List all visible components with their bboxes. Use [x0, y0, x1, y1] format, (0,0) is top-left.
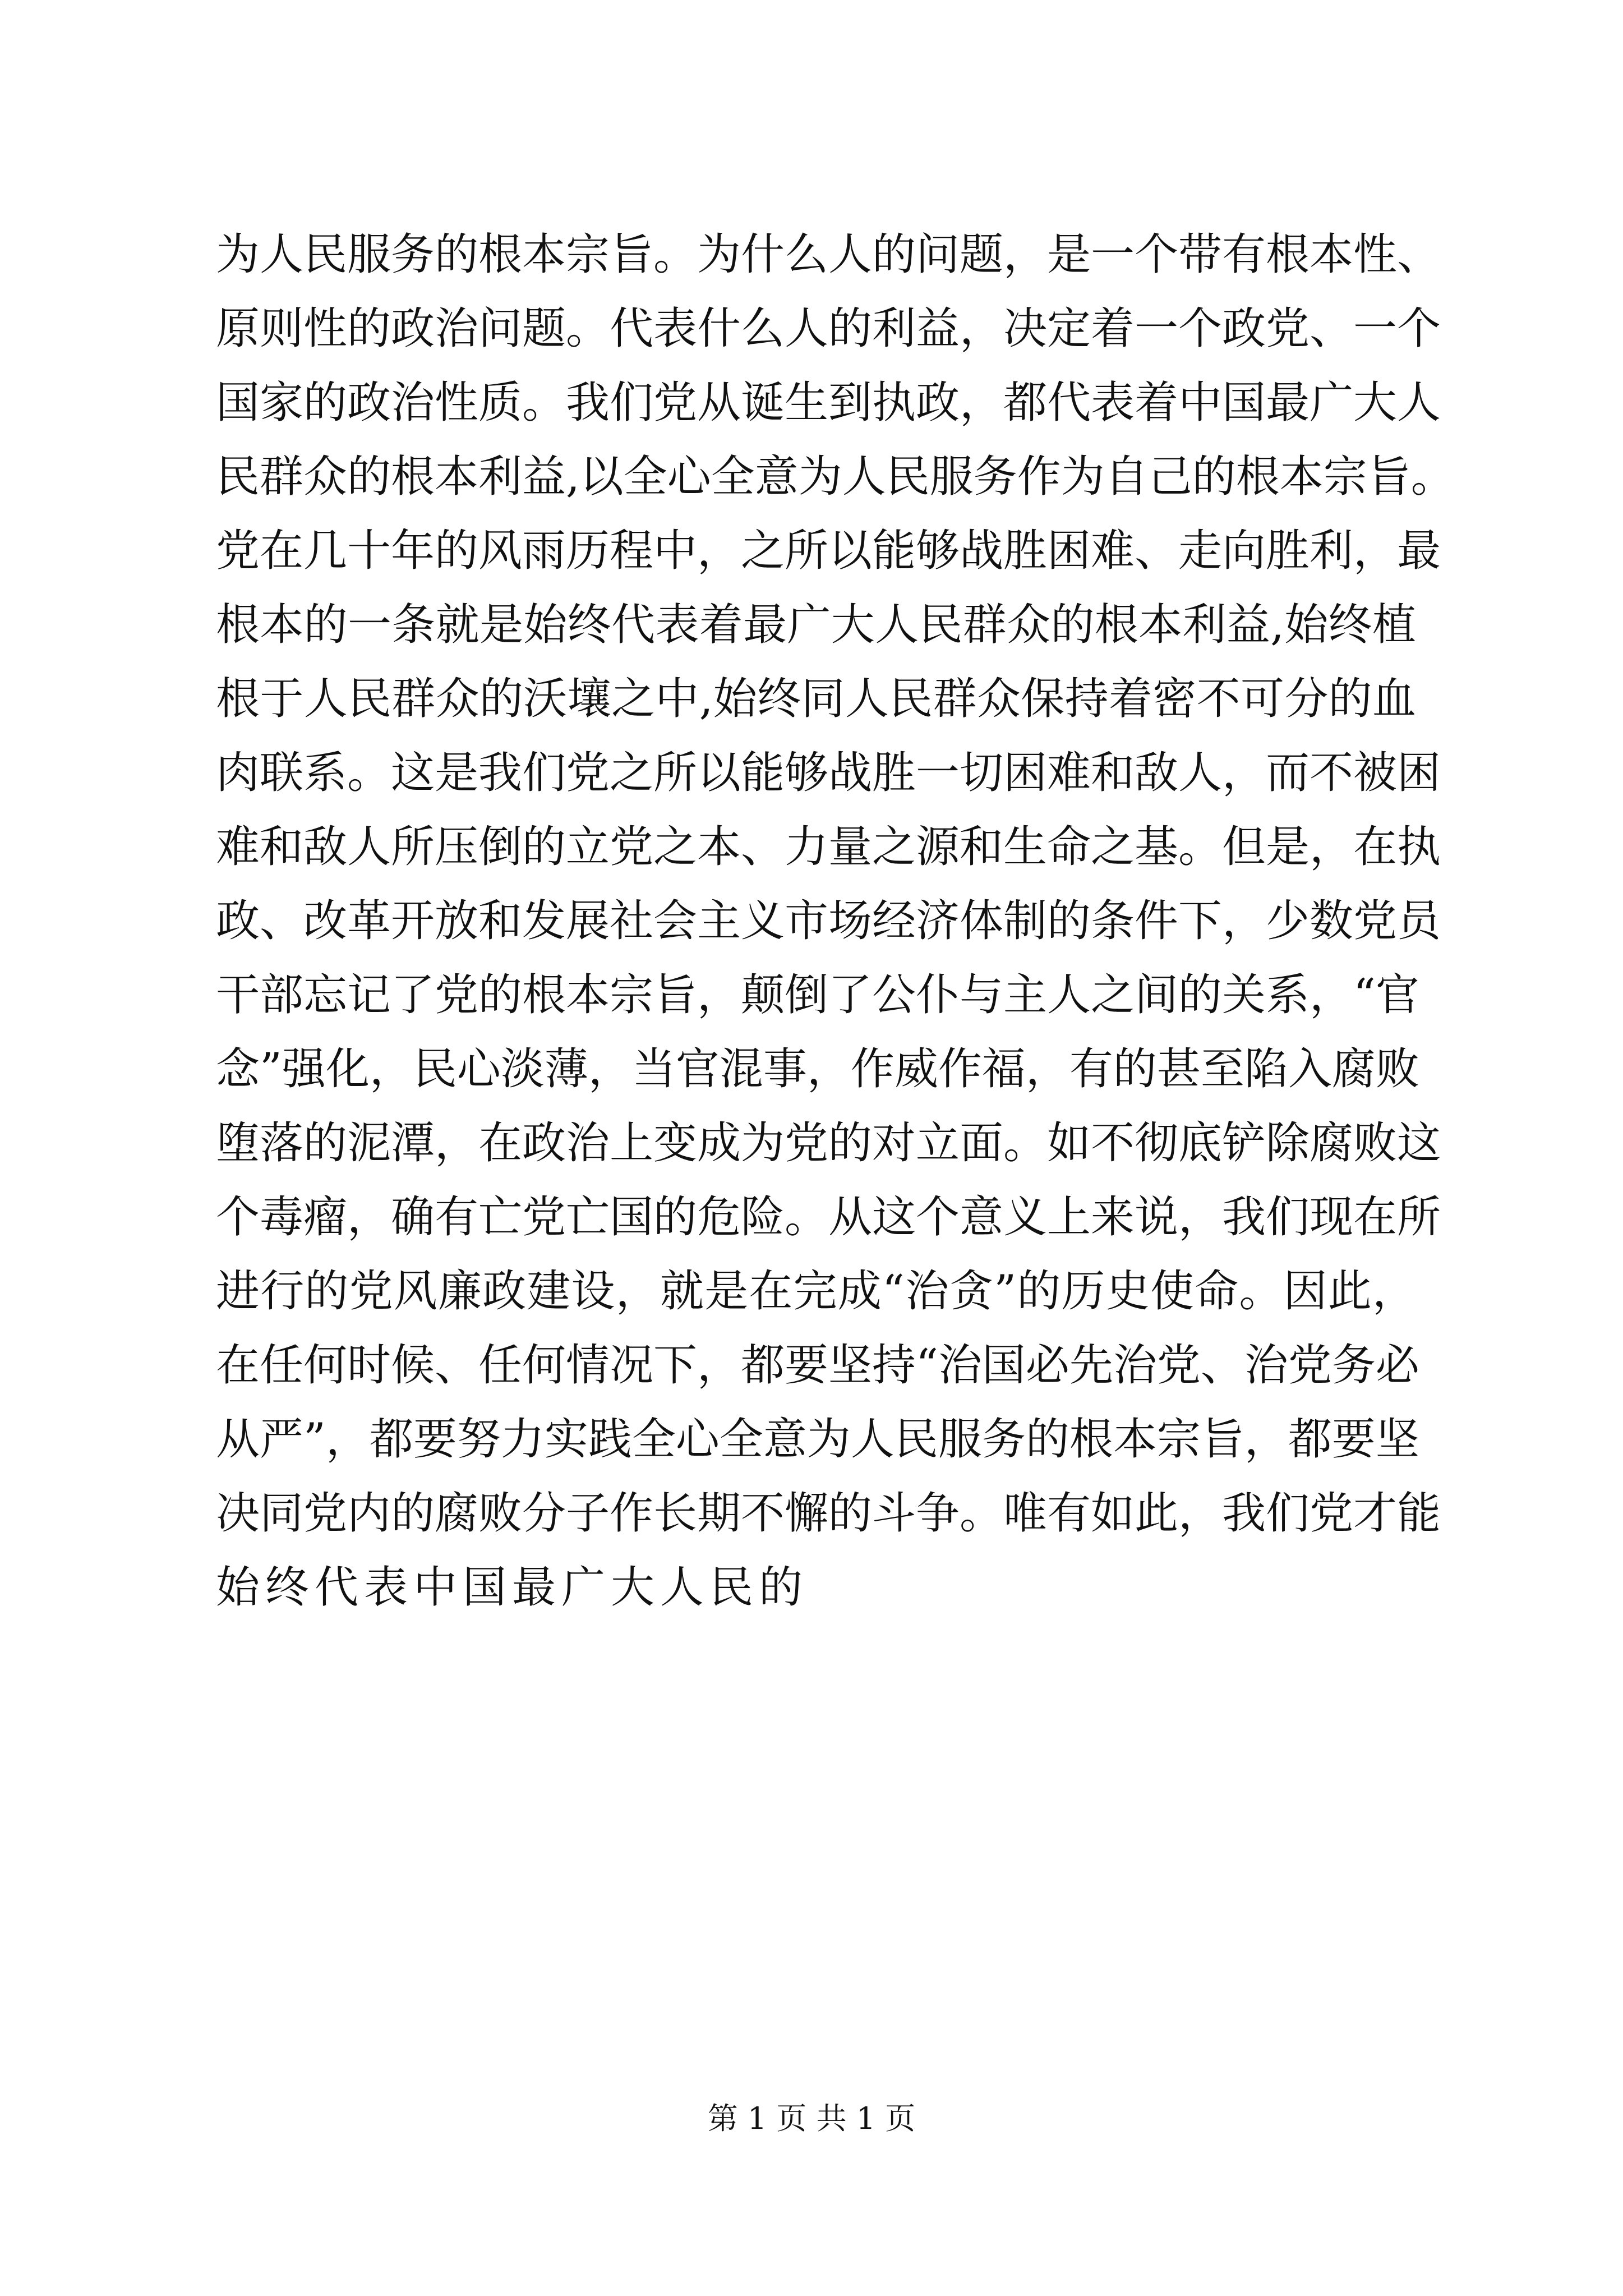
text-line: 党在几十年的风雨历程中，之所以能够战胜困难、走向胜利，最 [216, 526, 1441, 576]
text-line: 进行的党风廉政建设，就是在完成“治贪”的历史使命。因此， [216, 1266, 1416, 1317]
text-line: 为人民服务的根本宗旨。为什么人的问题，是一个带有根本性、 [216, 229, 1441, 280]
text-line: 在任何时候、任何情况下，都要坚持“治国必先治党、治党务必 [216, 1340, 1419, 1391]
text-line: 始终代表中国最广大人民的 [216, 1562, 809, 1613]
text-line: 根本的一条就是始终代表着最广大人民群众的根本利益,始终植 [216, 600, 1416, 650]
text-line: 政、改革开放和发展社会主义市场经济体制的条件下，少数党员 [216, 896, 1441, 946]
text-line: 干部忘记了党的根本宗旨，颠倒了公仆与主人之间的关系，“官 [216, 970, 1419, 1020]
text-line: 决同党内的腐败分子作长期不懈的斗争。唯有如此，我们党才能 [216, 1488, 1441, 1539]
text-line: 念”强化，民心淡薄，当官混事，作威作福，有的甚至陷入腐败 [216, 1044, 1419, 1094]
text-line: 民群众的根本利益,以全心全意为人民服务作为自己的根本宗旨。 [216, 452, 1455, 502]
text-line: 堕落的泥潭，在政治上变成为党的对立面。如不彻底铲除腐败这 [216, 1118, 1441, 1168]
body-paragraph [216, 218, 1455, 1625]
text-line: 肉联系。这是我们党之所以能够战胜一切困难和敌人，而不被困 [216, 748, 1441, 798]
text-line: 从严”，都要努力实践全心全意为人民服务的根本宗旨，都要坚 [216, 1414, 1419, 1465]
text-line: 难和敌人所压倒的立党之本、力量之源和生命之基。但是，在执 [216, 822, 1441, 872]
page-number-footer: 第 1 页 共 1 页 [707, 2101, 916, 2136]
text-line: 原则性的政治问题。代表什么人的利益，决定着一个政党、一个 [216, 303, 1441, 354]
text-line: 个毒瘤，确有亡党亡国的危险。从这个意义上来说，我们现在所 [216, 1192, 1441, 1243]
text-line: 根于人民群众的沃壤之中,始终同人民群众保持着密不可分的血 [216, 674, 1416, 724]
text-line: 国家的政治性质。我们党从诞生到执政，都代表着中国最广大人 [216, 378, 1441, 428]
